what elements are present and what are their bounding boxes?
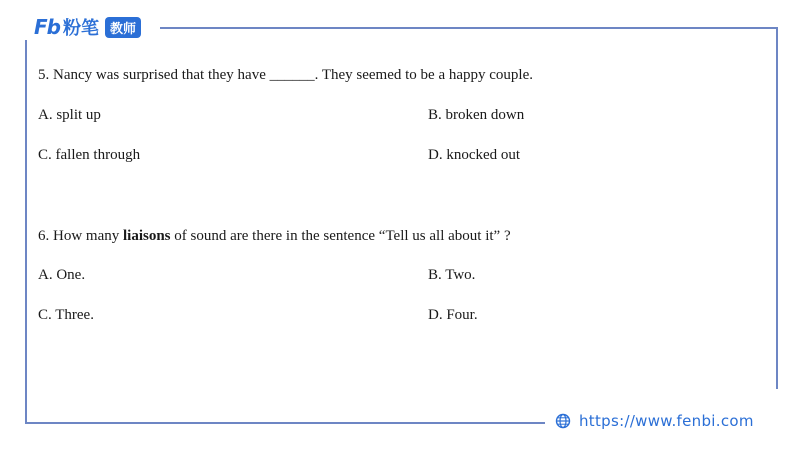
q6-option-d: D. Four. [428, 307, 478, 323]
question-5-stem: 5. Nancy was surprised that they have ______. They seemed to be a happy couple. [38, 67, 533, 83]
q5-option-a: A. split up [38, 107, 101, 123]
q6-option-b: B. Two. [428, 267, 476, 283]
logo-name: 粉笔 [62, 18, 99, 39]
footer-url-block [555, 410, 754, 432]
frame-left-border [25, 40, 27, 424]
q5-option-c: C. fallen through [38, 147, 141, 163]
frame-right-border [776, 27, 778, 389]
q6-stem-bold: liaisons [123, 228, 171, 244]
q6-stem-before: 6. How many [38, 228, 123, 244]
q6-option-c: C. Three. [38, 307, 94, 323]
logo-mark: Fb [34, 15, 60, 39]
question-6-stem [38, 226, 511, 246]
frame-bottom-border [25, 422, 545, 424]
logo-badge: 教师 [105, 17, 141, 38]
brand-logo [34, 14, 141, 40]
q6-stem-after: of sound are there in the sentence “Tell us all about it” ? [170, 228, 511, 244]
frame-top-border [160, 27, 778, 29]
website-link[interactable]: https://www.fenbi.com [579, 412, 754, 430]
globe-icon [555, 413, 571, 429]
q5-option-d: D. knocked out [428, 147, 521, 163]
q5-option-b: B. broken down [428, 107, 525, 123]
q6-option-a: A. One. [38, 267, 86, 283]
